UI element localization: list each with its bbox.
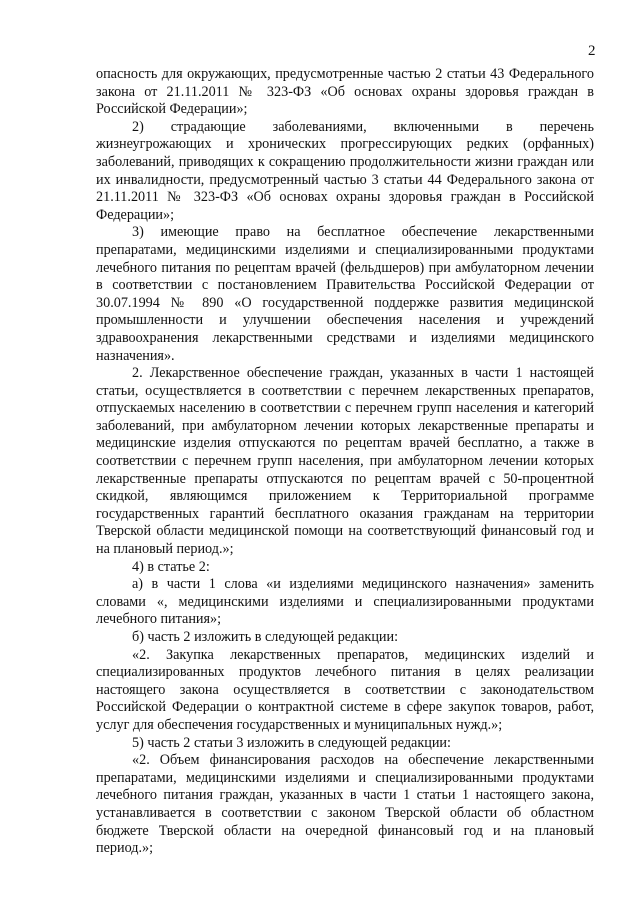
paragraph: б) часть 2 изложить в следующей редакции: bbox=[132, 629, 399, 645]
paragraph: «2. Объем финансирования расходов на обеспечение лекарственными препаратами, медицинскими изделиями и специализированными продуктами лечебного питания граждан, указанных в части 1 статьи 1 настоящего закона, устанавливается в соответствии с законом Тверской области об областном бюджете Тверской области на очередной финансовый год и на плановый период.»; bbox=[96, 752, 594, 857]
document-body bbox=[96, 66, 594, 858]
paragraph: «2. Закупка лекарственных препаратов, медицинских изделий и специализированных продуктов лечебного питания в целях реализации настоящего закона осуществляется в соответствии с законодательством Российской Федерации о контрактной системе в сфере закупок товаров, работ, услуг для обеспечения государственных и муниципальных нужд.»; bbox=[96, 646, 594, 733]
page-number: 2 bbox=[588, 43, 596, 59]
paragraph: опасность для окружающих, предусмотренные частью 2 статьи 43 Федерального закона от 21.11.2011 № 323-ФЗ «Об основах охраны здоровья граждан в Российской Федерации»; bbox=[96, 66, 594, 118]
paragraph: а) в части 1 слова «и изделиями медицинского назначения» заменить словами «, медицинскими изделиями и специализированными продуктами лечебного питания»; bbox=[96, 576, 594, 628]
paragraph: 5) часть 2 статьи 3 изложить в следующей редакции: bbox=[132, 734, 451, 751]
paragraph: 2) страдающие заболеваниями, включенными в перечень жизнеугрожающих и хронических прогрессирующих редких (орфанных) заболеваний, приводящих к сокращению продолжительности жизни граждан или их инвалидности, предусмотренный частью 3 статьи 44 Федерального закона от 21.11.2011 № 323-ФЗ «Об основах охраны здоровья граждан в Российской Федерации»; bbox=[96, 118, 594, 223]
paragraph: 2. Лекарственное обеспечение граждан, указанных в части 1 настоящей статьи, осуществляется в соответствии с перечнем лекарственных препаратов, отпускаемых населению в соответствии с перечнем групп населения и категорий заболеваний, при амбулаторном лечении которых лекарственные препараты и медицинские изделия отпускаются по рецептам врачей бесплатно, а также в соответствии с перечнем групп населения, при амбулаторном лечении которых лекарственные препараты отпускаются по рецептам врачей с 50-процентной скидкой, являющимся приложением к Территориальной программе государственных гарантий бесплатного оказания гражданам на территории Тверской области медицинской помощи на соответствующий финансовый год и на плановый период.»; bbox=[96, 365, 594, 558]
paragraph: 3) имеющие право на бесплатное обеспечение лекарственными препаратами, медицинскими изделиями и специализированными продуктами лечебного питания по рецептам врачей (фельдшеров) при амбулаторном лечении в соответствии с постановлением Правительства Российской Федерации от 30.07.1994 № 890 «О государственной поддержке развития медицинской промышленности и улучшении обеспечения населения и учреждений здравоохранения лекарственными средствами и изделиями медицинского назначения». bbox=[96, 224, 594, 364]
paragraph: 4) в статье 2: bbox=[132, 558, 210, 575]
